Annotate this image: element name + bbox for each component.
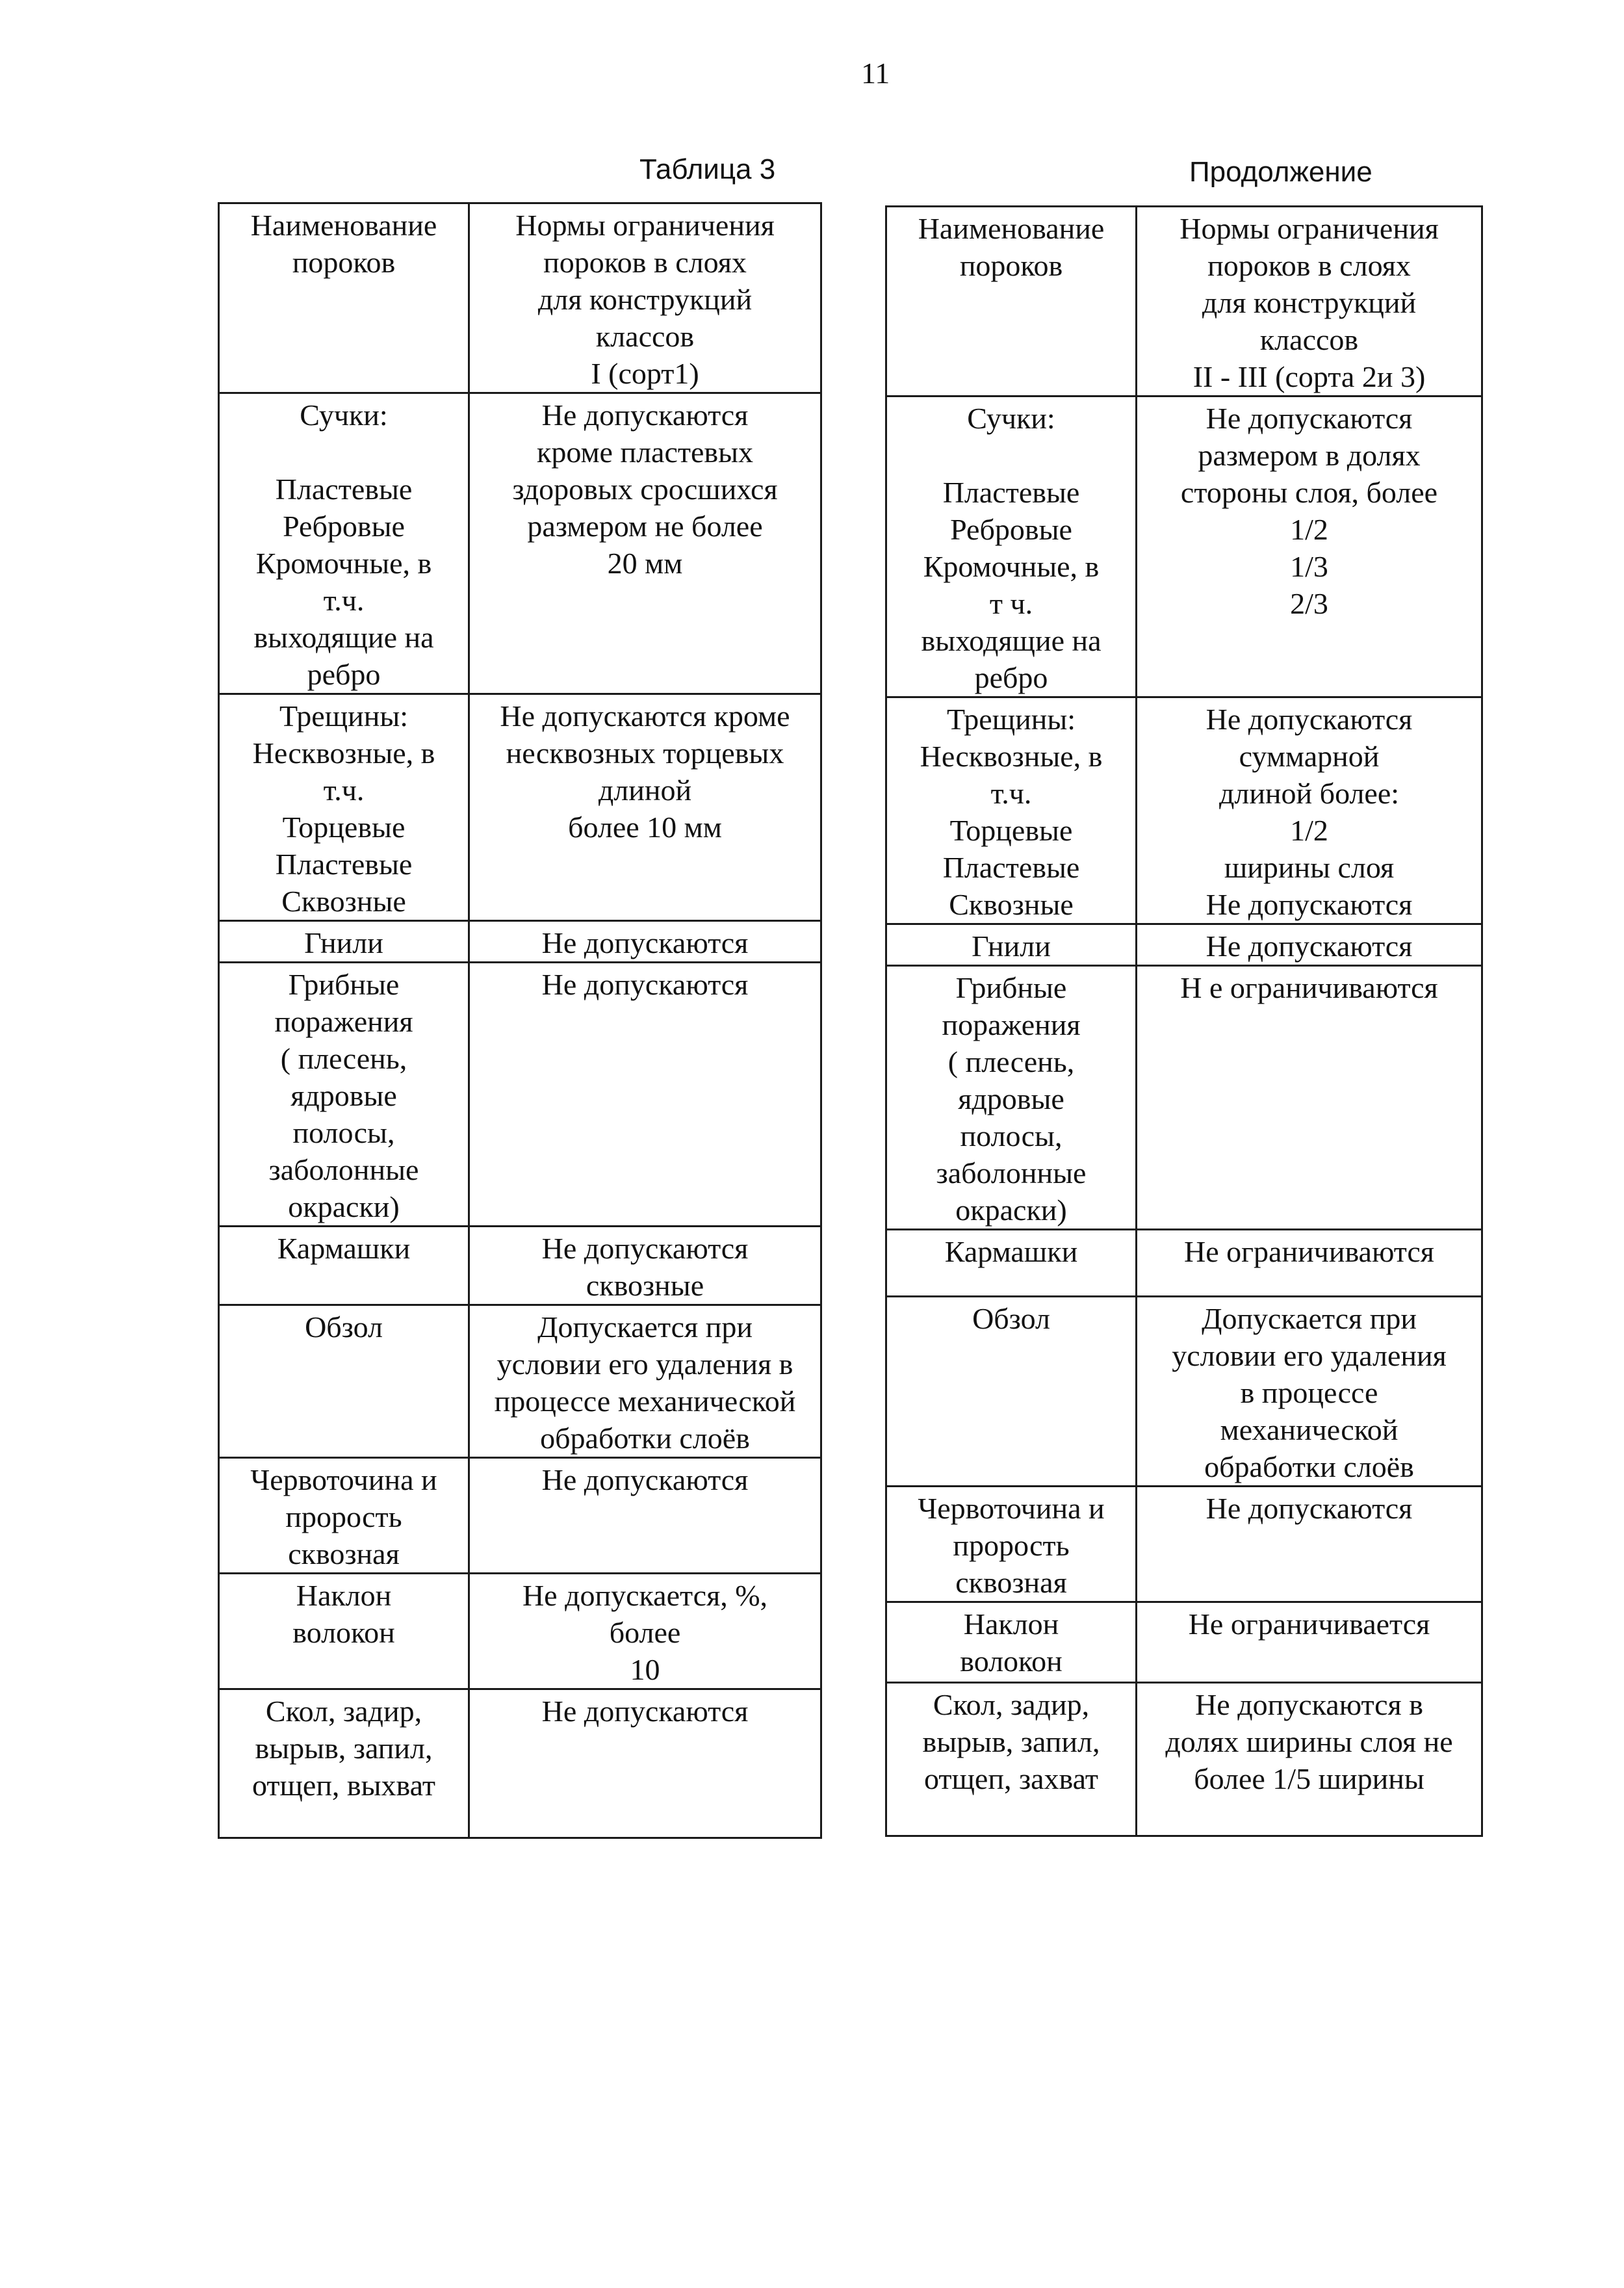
- defect-name: Обзол: [219, 1305, 469, 1458]
- defect-norm: Не ограничиваются: [1137, 1230, 1482, 1297]
- header-norms: Нормы ограничения пороков в слоях для конструкций классов II - III (сорта 2и 3): [1137, 207, 1482, 396]
- defect-norm: Допускается при условии его удаления в процессе механической обработки слоёв: [469, 1305, 821, 1458]
- defect-norm: Не допускаются в долях ширины слоя не более 1/5 ширины: [1137, 1683, 1482, 1836]
- table-row: [886, 396, 1482, 697]
- table-row: [886, 1683, 1482, 1836]
- defect-norm: Н е ограничиваются: [1137, 966, 1482, 1230]
- table-row: [219, 1305, 821, 1458]
- defect-norm: Не допускается, %, более 10: [469, 1574, 821, 1689]
- defect-norm: Не допускаются кроме несквозных торцевых длиной более 10 мм: [469, 694, 821, 921]
- defect-name: Грибные поражения ( плесень, ядровые полосы, заболонные окраски): [886, 966, 1137, 1230]
- defect-norm: Не допускаются: [1137, 924, 1482, 966]
- table-row: [886, 1602, 1482, 1683]
- table-header-row: [886, 207, 1482, 396]
- table-row: [886, 1230, 1482, 1297]
- table-header-row: [219, 203, 821, 393]
- defect-name: Червоточина и прорость сквозная: [886, 1487, 1137, 1602]
- defect-name: Скол, задир, вырыв, запил, отщеп, выхват: [219, 1689, 469, 1838]
- header-defect-name: Наименование пороков: [886, 207, 1137, 396]
- defect-name: Сучки: Пластевые Ребровые Кромочные, в т.ч. выходящие на ребро: [219, 393, 469, 694]
- defects-table-classes-2-3: [885, 205, 1483, 1837]
- defect-norm: Не допускаются кроме пластевых здоровых сросшихся размером не более 20 мм: [469, 393, 821, 694]
- table-row: [886, 924, 1482, 966]
- table-row: [886, 1487, 1482, 1602]
- page-number: 11: [861, 57, 890, 90]
- table-row: [219, 963, 821, 1227]
- defect-name: Гнили: [219, 921, 469, 963]
- defects-table-class-1: [218, 202, 822, 1839]
- table-row: [886, 966, 1482, 1230]
- table-row: [219, 921, 821, 963]
- table-row: [886, 697, 1482, 924]
- defect-name: Сучки: Пластевые Ребровые Кромочные, в т ч. выходящие на ребро: [886, 396, 1137, 697]
- defect-name: Скол, задир, вырыв, запил, отщеп, захват: [886, 1683, 1137, 1836]
- table-row: [219, 393, 821, 694]
- defect-norm: Не допускаются: [469, 1458, 821, 1574]
- table-row: [219, 1458, 821, 1574]
- defect-norm: Не допускаются: [1137, 1487, 1482, 1602]
- defect-name: Наклон волокон: [219, 1574, 469, 1689]
- table-row: [219, 1574, 821, 1689]
- defect-norm: Не допускаются: [469, 1689, 821, 1838]
- defect-norm: Не ограничивается: [1137, 1602, 1482, 1683]
- table-row: [219, 694, 821, 921]
- defect-norm: Не допускаются сквозные: [469, 1227, 821, 1305]
- defect-norm: Не допускаются: [469, 921, 821, 963]
- defect-name: Червоточина и прорость сквозная: [219, 1458, 469, 1574]
- header-norms: Нормы ограничения пороков в слоях для конструкций классов I (сорт1): [469, 203, 821, 393]
- defect-norm: Не допускаются размером в долях стороны слоя, более 1/2 1/3 2/3: [1137, 396, 1482, 697]
- defect-name: Кармашки: [219, 1227, 469, 1305]
- defect-name: Наклон волокон: [886, 1602, 1137, 1683]
- defect-name: Трещины: Несквозные, в т.ч. Торцевые Пластевые Сквозные: [219, 694, 469, 921]
- defect-name: Гнили: [886, 924, 1137, 966]
- defect-norm: Не допускаются суммарной длиной более: 1/2 ширины слоя Не допускаются: [1137, 697, 1482, 924]
- table-row: [219, 1689, 821, 1838]
- header-defect-name: Наименование пороков: [219, 203, 469, 393]
- defect-name: Кармашки: [886, 1230, 1137, 1297]
- table-row: [886, 1297, 1482, 1487]
- table-row: [219, 1227, 821, 1305]
- defect-norm: Не допускаются: [469, 963, 821, 1227]
- table-caption: Таблица 3: [639, 153, 776, 185]
- defect-norm: Допускается при условии его удаления в процессе механической обработки слоёв: [1137, 1297, 1482, 1487]
- defect-name: Обзол: [886, 1297, 1137, 1487]
- defect-name: Грибные поражения ( плесень, ядровые полосы, заболонные окраски): [219, 963, 469, 1227]
- continuation-caption: Продолжение: [1189, 156, 1373, 188]
- defect-name: Трещины: Несквозные, в т.ч. Торцевые Пластевые Сквозные: [886, 697, 1137, 924]
